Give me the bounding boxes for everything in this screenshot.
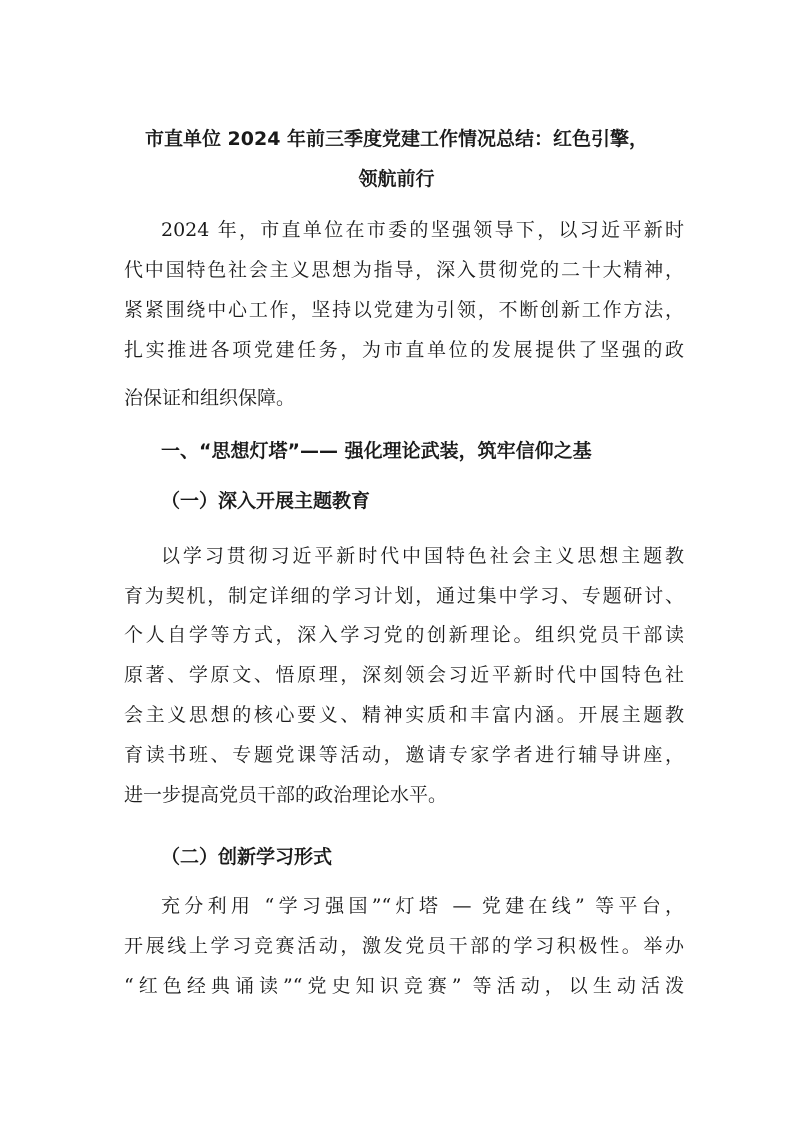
subsection-1-line: 育读书班、专题党课等活动，邀请专家学者进行辅导讲座， (124, 744, 684, 766)
document-title-line-1: 市直单位 2024 年前三季度党建工作情况总结：红色引擎， (144, 128, 649, 150)
subsection-1-line: 进一步提高党员干部的政治理论水平。 (124, 784, 448, 806)
section-1-heading: 一、“思想灯塔”—— 强化理论武装，筑牢信仰之基 (161, 440, 592, 462)
subsection-2-line: 充分利用 “学习强国”“灯塔 — 党建在线” 等平台， (161, 895, 684, 917)
subsection-1-heading: （一）深入开展主题教育 (161, 490, 371, 512)
document-title-line-2: 领航前行 (358, 168, 435, 190)
intro-paragraph-line: 治保证和组织保障。 (124, 387, 296, 409)
subsection-1-line: 会主义思想的核心要义、精神实质和丰富内涵。开展主题教 (124, 704, 684, 726)
subsection-1-line: 育为契机，制定详细的学习计划，通过集中学习、专题研讨、 (124, 585, 684, 607)
subsection-1-line: 个人自学等方式，深入学习党的创新理论。组织党员干部读 (124, 624, 684, 646)
subsection-1-line: 原著、学原文、悟原理，深刻领会习近平新时代中国特色社 (124, 664, 684, 686)
subsection-1-line: 以学习贯彻习近平新时代中国特色社会主义思想主题教 (161, 545, 684, 567)
intro-paragraph-line: 扎实推进各项党建任务，为市直单位的发展提供了坚强的政 (124, 339, 684, 361)
intro-paragraph-line: 代中国特色社会主义思想为指导，深入贯彻党的二十大精神， (124, 259, 684, 281)
intro-paragraph-line: 2024 年，市直单位在市委的坚强领导下，以习近平新时 (161, 219, 684, 241)
intro-paragraph-line: 紧紧围绕中心工作，坚持以党建为引领，不断创新工作方法， (124, 299, 684, 321)
subsection-2-heading: （二）创新学习形式 (161, 846, 333, 868)
subsection-2-line: 开展线上学习竞赛活动，激发党员干部的学习积极性。举办 (124, 935, 684, 957)
subsection-2-line: “红色经典诵读”“党史知识竞赛” 等活动，以生动活泼 (124, 975, 684, 997)
